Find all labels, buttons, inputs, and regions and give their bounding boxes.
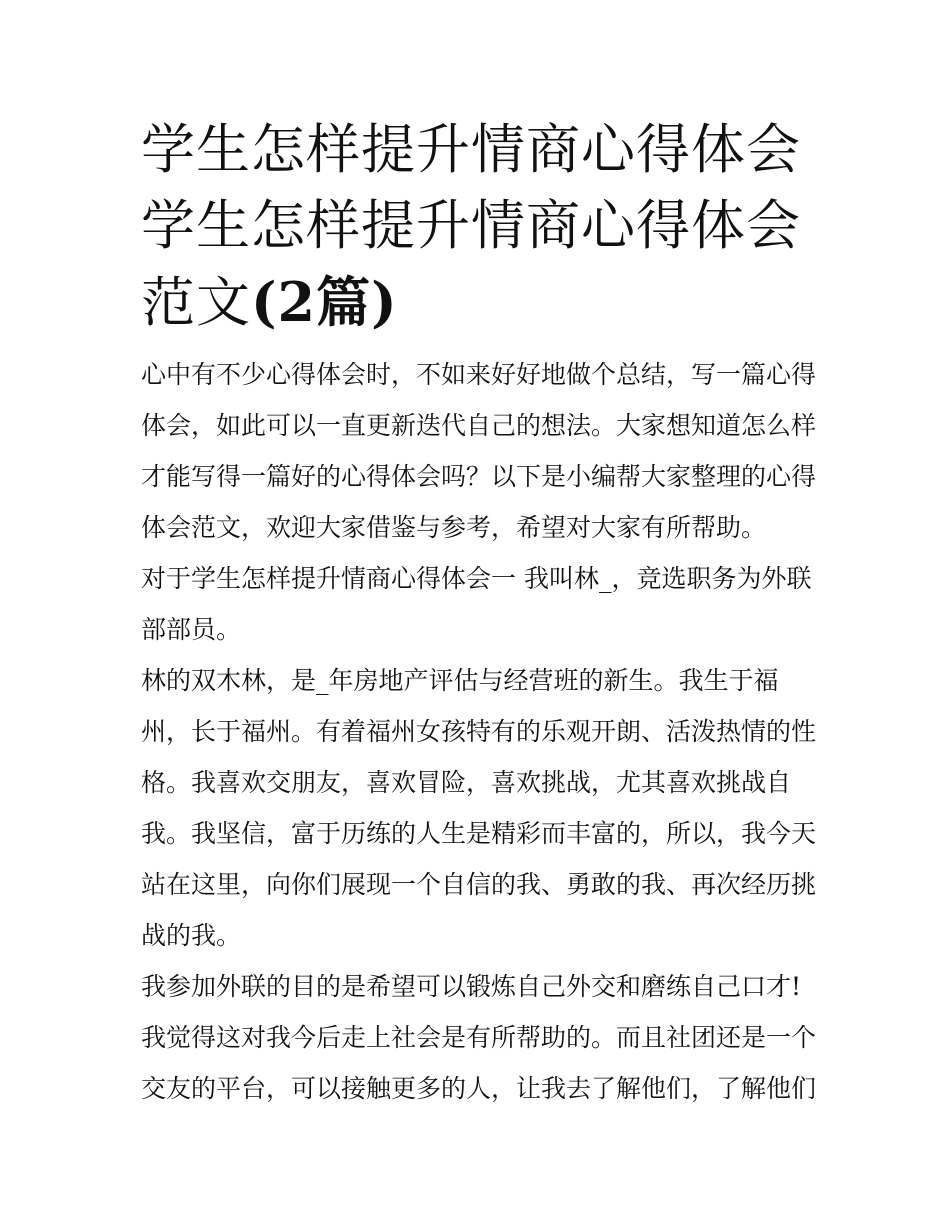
paragraph-self-intro: 林的双木林，是_年房地产评估与经营班的新生。我生于福州，长于福州。有着福州女孩特有的乐观开朗、活泼热情的性格。我喜欢交朋友，喜欢冒险，喜欢挑战，尤其喜欢挑战自我。我坚信，富于历练的人生是精彩而丰富的，所以，我今天站在这里，向你们展现一个自信的我、勇敢的我、再次经历挑战的我。 xyxy=(141,666,817,950)
title-main-text: 学生怎样提升情商心得体会 学生怎样提升情商心得体会范文 xyxy=(141,118,801,334)
title-count: (2篇) xyxy=(251,270,398,334)
document-content xyxy=(141,112,821,1114)
document-title xyxy=(141,112,821,341)
paragraph-heading-first: 对于学生怎样提升情商心得体会一 我叫林_，竞选职务为外联部部员。 xyxy=(141,564,812,644)
paragraph-intro: 心中有不少心得体会时，不如来好好地做个总结，写一篇心得体会，如此可以一直更新迭代自己的想法。大家想知道怎么样才能写得一篇好的心得体会吗？以下是小编帮大家整理的心得体会范文，欢迎大家借鉴与参考，希望对大家有所帮助。 xyxy=(141,360,817,542)
paragraph-purpose: 我参加外联的目的是希望可以锻炼自己外交和磨练自己口才!我觉得这对我今后走上社会是有所帮助的。而且社团还是一个交友的平台，可以接触更多的人，让我去了解他们，了解他们 xyxy=(141,972,817,1103)
document-body xyxy=(141,349,821,1114)
